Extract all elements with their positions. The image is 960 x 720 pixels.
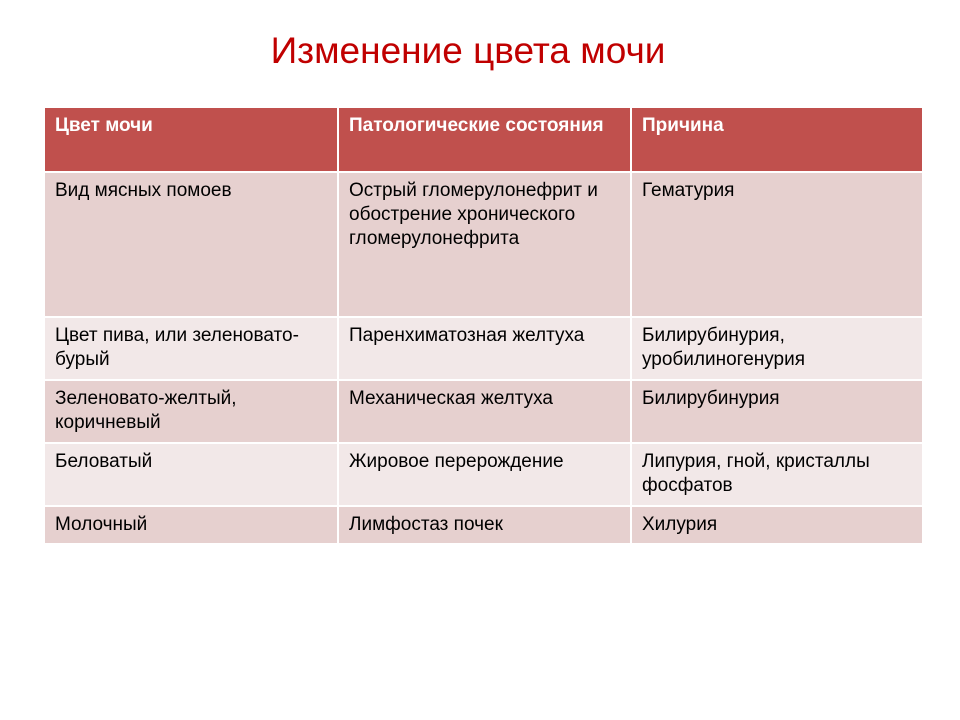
header-urine-color: Цвет мочи — [45, 108, 338, 172]
cell-pathological-state: Паренхиматозная желтуха — [338, 317, 631, 380]
cell-cause: Липурия, гной, кристаллы фосфатов — [631, 443, 922, 506]
table-row — [45, 172, 922, 317]
table-header-row — [45, 108, 922, 172]
table-row — [45, 380, 922, 443]
cell-pathological-state: Механическая желтуха — [338, 380, 631, 443]
cell-cause: Гематурия — [631, 172, 922, 317]
urine-color-table — [45, 108, 922, 545]
cell-pathological-state: Лимфостаз почек — [338, 506, 631, 544]
cell-urine-color: Молочный — [45, 506, 338, 544]
table-row — [45, 443, 922, 506]
cell-urine-color: Зеленовато-желтый, коричневый — [45, 380, 338, 443]
cell-urine-color: Беловатый — [45, 443, 338, 506]
cell-cause: Билирубинурия, уробилиногенурия — [631, 317, 922, 380]
cell-cause: Хилурия — [631, 506, 922, 544]
table-row — [45, 506, 922, 544]
cell-pathological-state: Жировое перерождение — [338, 443, 631, 506]
slide-title: Изменение цвета мочи — [270, 30, 666, 71]
cell-urine-color: Вид мясных помоев — [45, 172, 338, 317]
cell-urine-color: Цвет пива, или зеленовато-бурый — [45, 317, 338, 380]
header-cause: Причина — [631, 108, 922, 172]
table-row — [45, 317, 922, 380]
cell-pathological-state: Острый гломерулонефрит и обострение хронического гломерулонефрита — [338, 172, 631, 317]
header-pathological-states: Патологические состояния — [338, 108, 631, 172]
cell-cause: Билирубинурия — [631, 380, 922, 443]
